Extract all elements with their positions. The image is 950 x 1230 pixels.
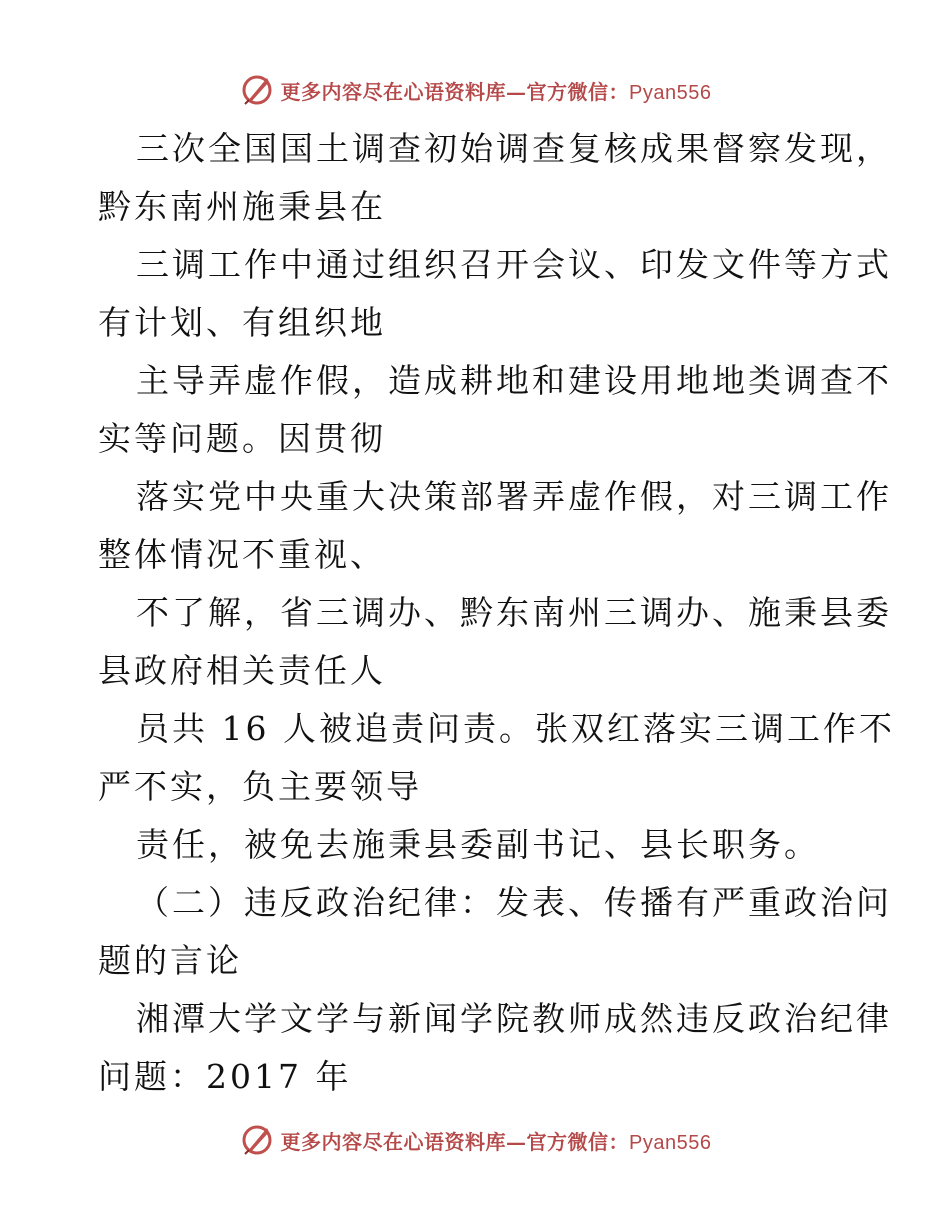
header-banner [0,70,950,110]
text-line: 责任，被免去施秉县委副书记、县长职务。 [136,825,820,864]
header-banner-account: Pyan556 [629,81,712,104]
text-line: 主导弄虚作假，造成耕地和建设用地地类调查不 [136,361,892,400]
header-banner-text: 更多内容尽在心语资料库—官方微信：Pyan556 [280,79,712,104]
text-line: 实等问题。因贯彻 [98,419,386,458]
text-line: 湘潭大学文学与新闻学院教师成然违反政治纪律 [136,999,892,1038]
footer-banner [0,1120,950,1160]
text-line: 不了解，省三调办、黔东南州三调办、施秉县委 [136,593,892,632]
section-heading: （二）违反政治纪律：发表、传播有严重政治问 [136,883,892,922]
text-line: 员共 16 人被追责问责。张双红落实三调工作不 [136,709,895,748]
text-line: 题的言论 [98,941,242,980]
text-line: 县政府相关责任人 [98,651,386,690]
text-line: 严不实，负主要领导 [98,767,422,806]
text-line: 问题：2017 年 [98,1057,352,1096]
text-line: 整体情况不重视、 [98,535,386,574]
quill-logo-icon [239,1122,275,1158]
text-line: 有计划、有组织地 [98,303,386,342]
text-line: 三次全国国土调查初始调查复核成果督察发现， [136,129,892,168]
text-line: 三调工作中通过组织召开会议、印发文件等方式 [136,245,892,284]
document-body [98,120,895,1106]
footer-banner-text: 更多内容尽在心语资料库—官方微信：Pyan556 [280,1129,712,1154]
footer-banner-account: Pyan556 [629,1131,712,1154]
quill-logo-icon [239,72,275,108]
text-line: 落实党中央重大决策部署弄虚作假，对三调工作 [136,477,892,516]
text-line: 黔东南州施秉县在 [98,187,386,226]
